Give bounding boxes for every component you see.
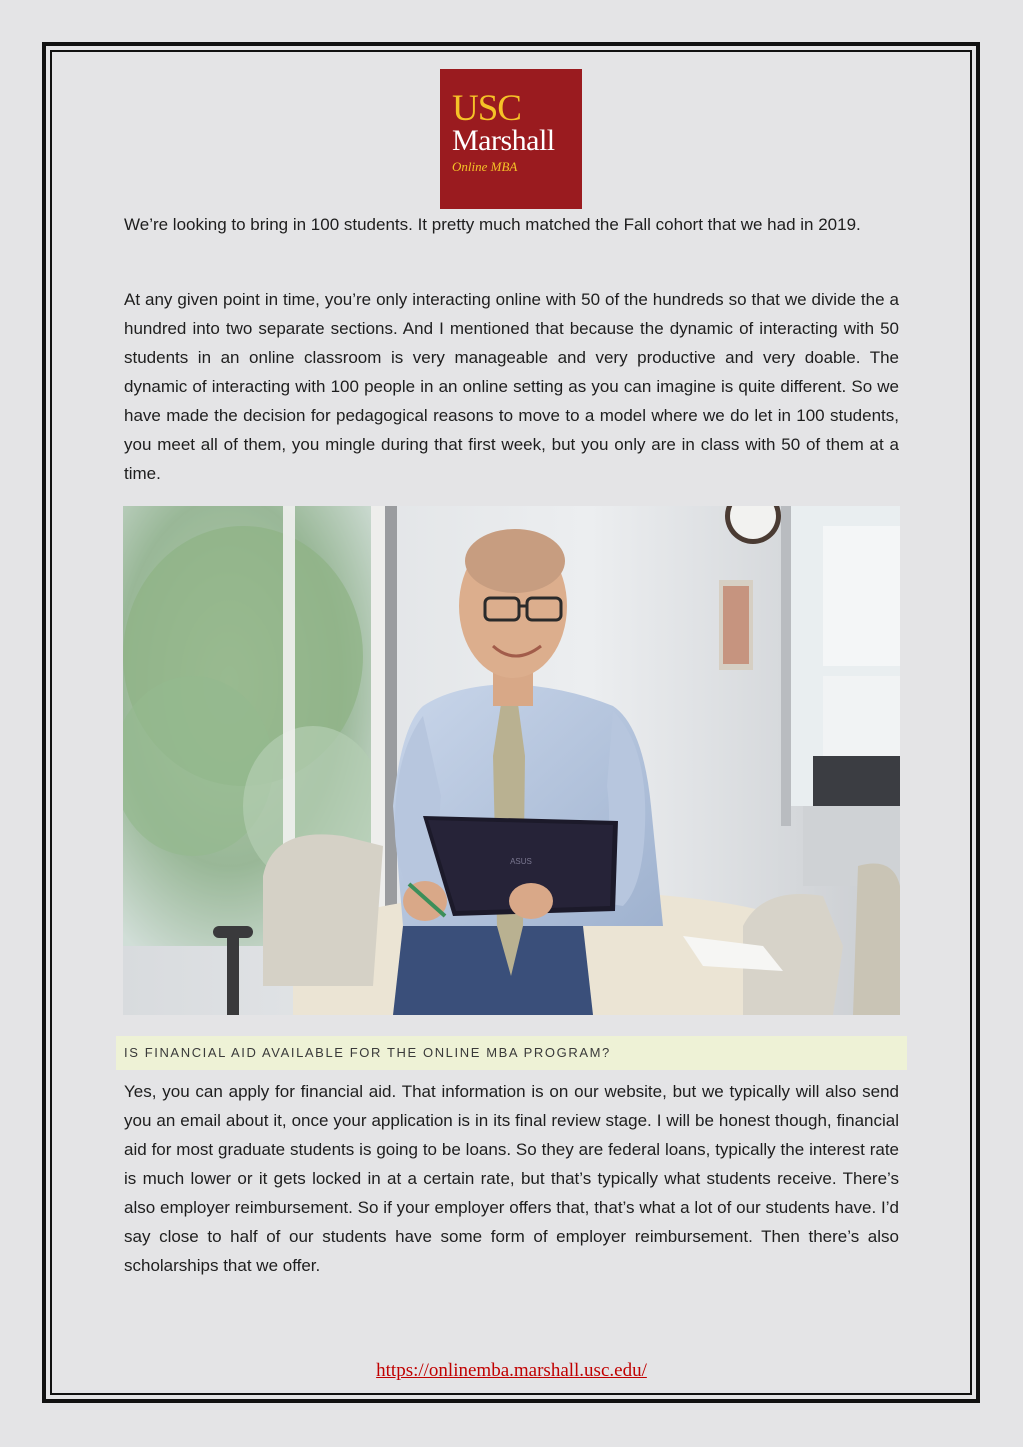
professor-photo (123, 506, 900, 1015)
financial-aid-paragraph: Yes, you can apply for financial aid. That information is on our website, but we typically will also send you an email about it, once your application is in its final review stage. I will be honest though, financial aid for most graduate students is going to be loans. So they are federal loans, typically the interest rate is much lower or it gets locked in at a certain rate, but that’s typically what students receive. There’s also employer reimbursement. So if your employer offers that, that’s what a lot of our students have. I’d say close to half of our students have some form of employer reimbursement. Then there’s also scholarships that we offer. (124, 1082, 899, 1275)
usc-marshall-logo (440, 69, 582, 209)
class-size-paragraph: At any given point in time, you’re only interacting online with 50 of the hundreds so that we divide the a hundred into two separate sections. And I mentioned that because the dynamic of interacting with 50 students in an online classroom is very manageable and very productive and very doable. The dynamic of interacting with 100 people in an online setting as you can imagine is quite different. So we have made the decision for pedagogical reasons to move to a model where we do let in 100 students, you meet all of them, you mingle during that first week, but you only are in class with 50 of them at a time. (124, 290, 899, 483)
logo-line-marshall: Marshall (452, 124, 555, 157)
intro-paragraph: We’re looking to bring in 100 students. It pretty much matched the Fall cohort that we had in 2019. (124, 215, 861, 234)
laptop-brand-logo: ASUS (510, 857, 532, 866)
logo-line-usc: USC (452, 88, 521, 129)
logo-line-online-mba: Online MBA (452, 159, 518, 174)
section-heading-financial-aid: IS FINANCIAL AID AVAILABLE FOR THE ONLINE MBA PROGRAM? (116, 1036, 907, 1070)
footer-website-link[interactable]: https://onlinemba.marshall.usc.edu/ (376, 1360, 647, 1381)
